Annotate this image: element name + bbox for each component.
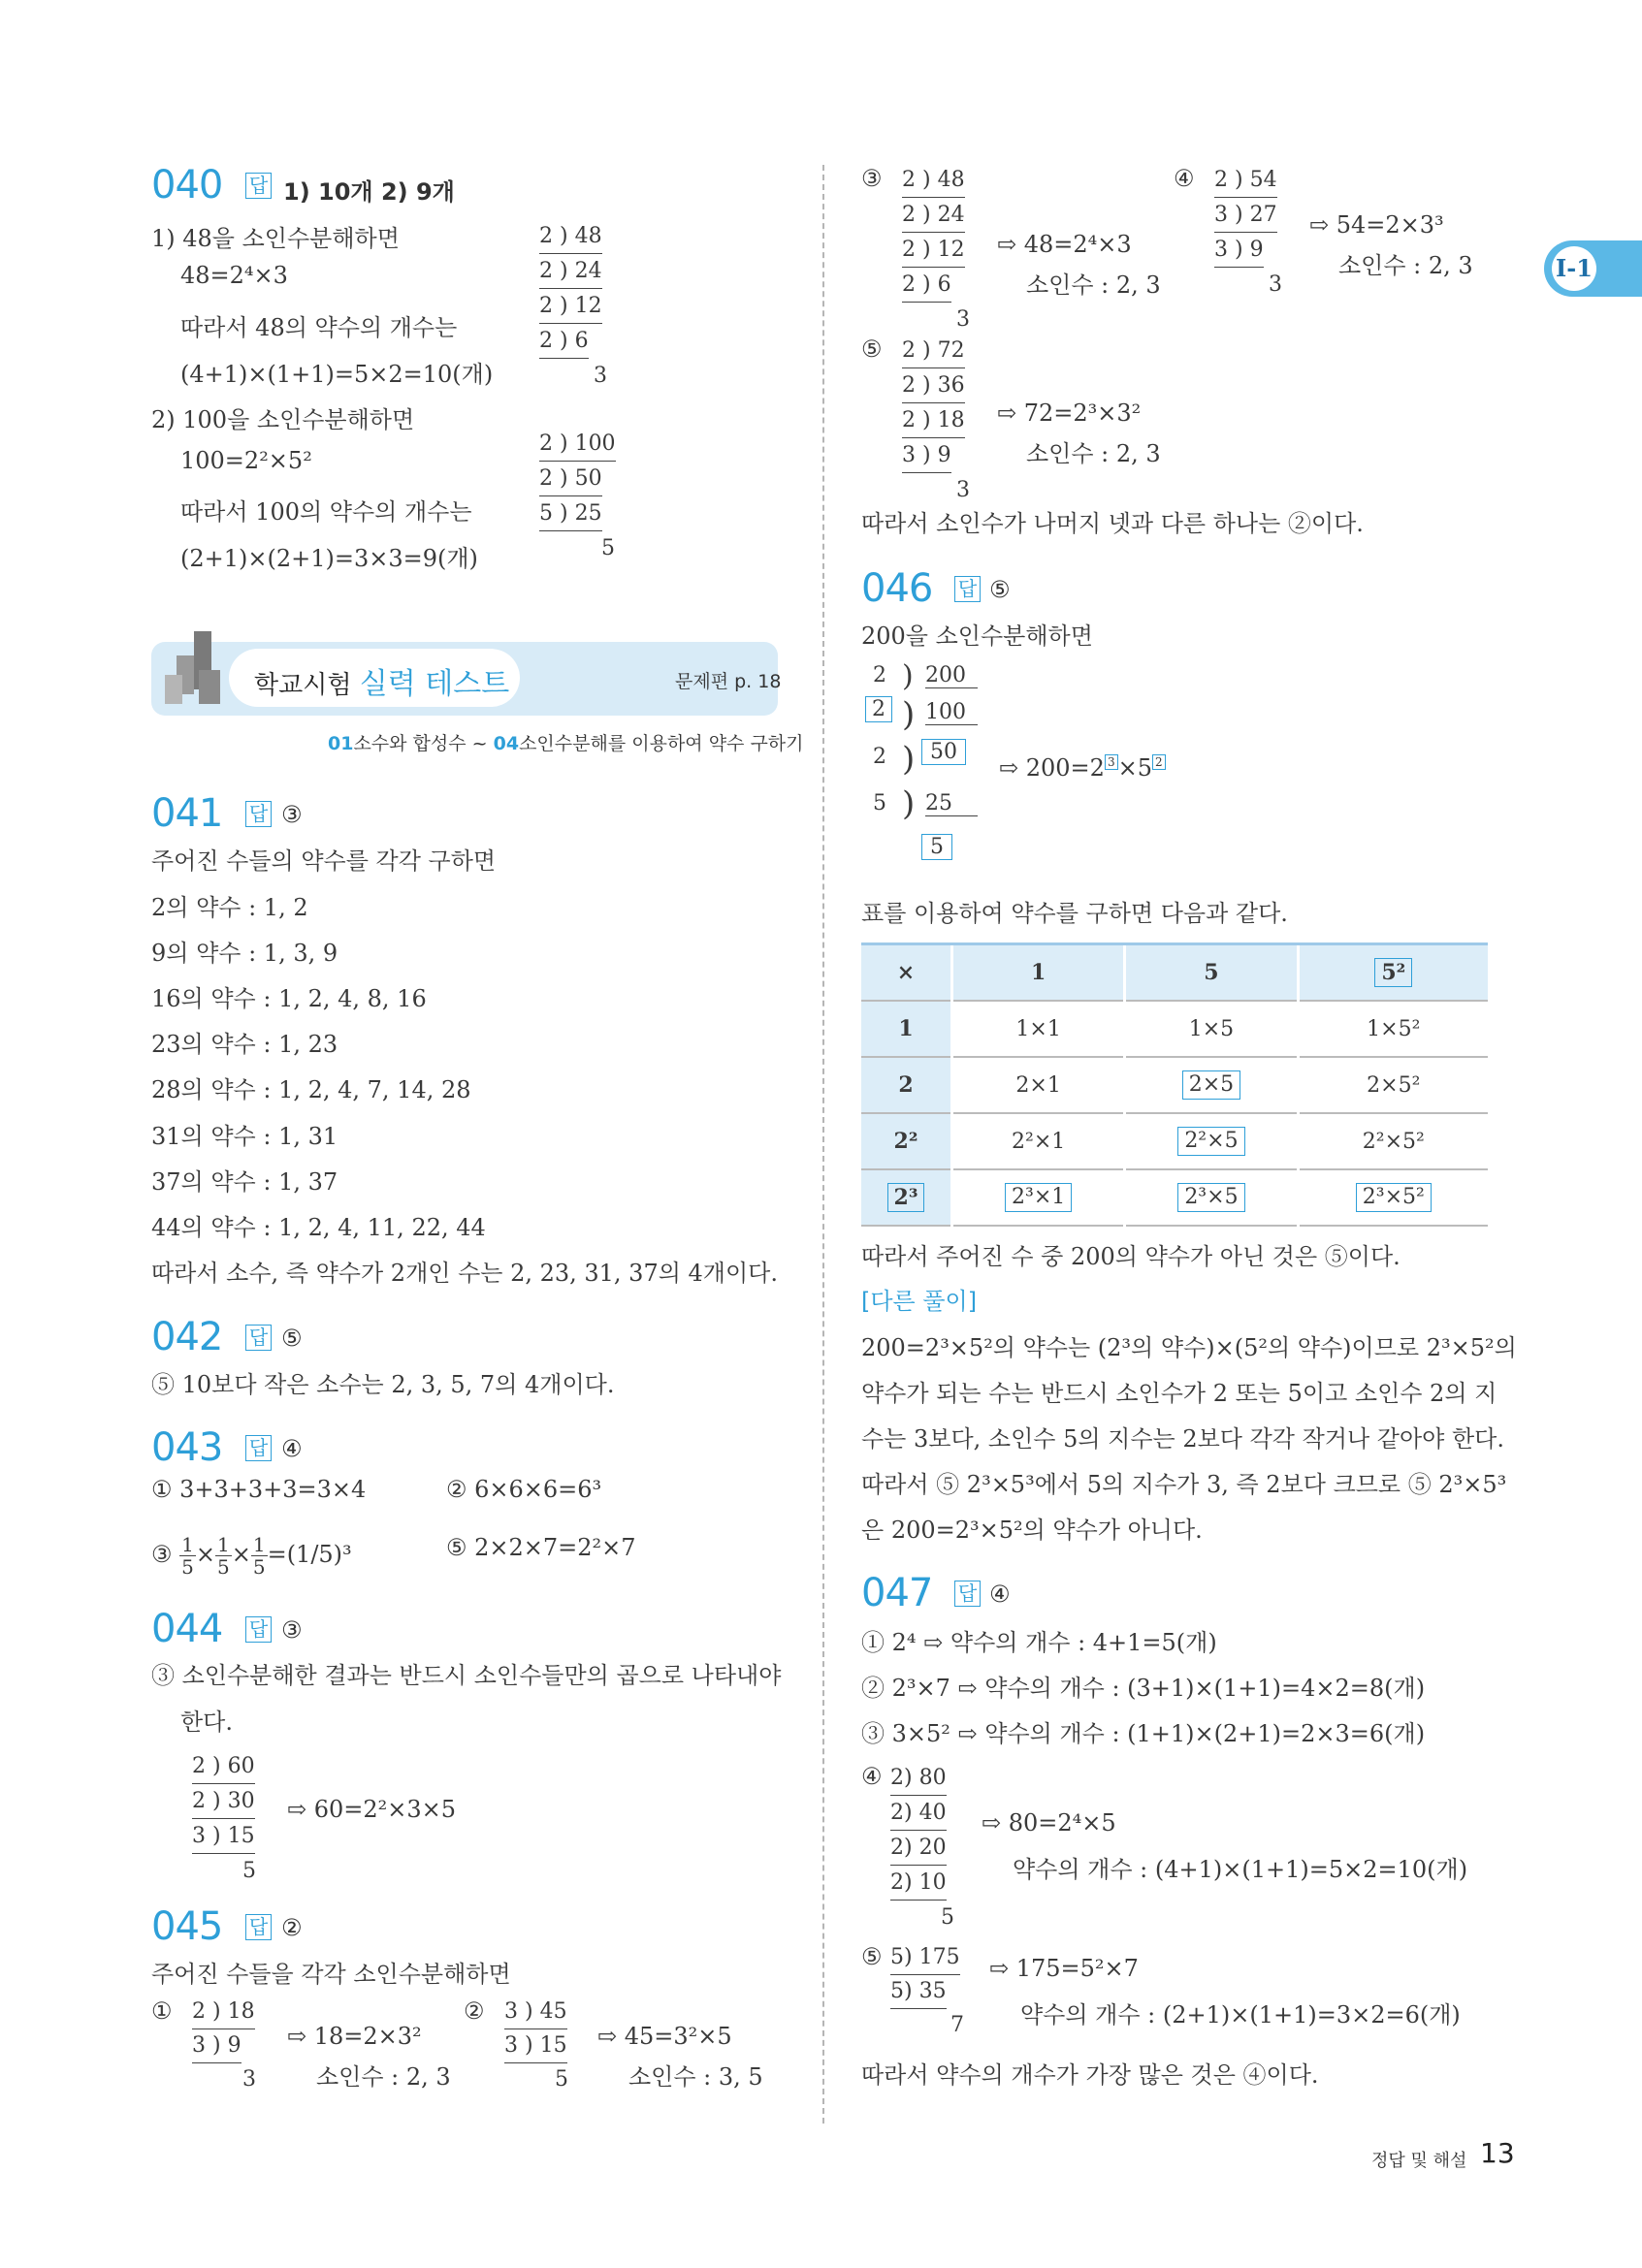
solution-line: 200을 소인수분해하면 xyxy=(861,623,1093,650)
answer-mark: 답 xyxy=(245,1325,272,1351)
table-cell: 2×1 xyxy=(952,1057,1125,1113)
answer-mark: 답 xyxy=(245,1914,272,1940)
equation: 48=2⁴×3 xyxy=(180,262,288,289)
section-subtitle: 01소수와 합성수 ~ 04소인수분해를 이용하여 약수 구하기 xyxy=(328,733,804,754)
case-mark: ④ xyxy=(1174,165,1195,192)
result: ⇨ 54=2×3³ xyxy=(1309,211,1444,239)
alternate-solution-line: 은 200=2³×5²의 약수가 아니다. xyxy=(861,1517,1203,1544)
prime-factors: 소인수 : 2, 3 xyxy=(316,2063,451,2091)
solution-line: 1) 48을 소인수분해하면 xyxy=(151,225,400,252)
solution-line: 표를 이용하여 약수를 구하면 다음과 같다. xyxy=(861,900,1288,927)
textbook-reference: 문제편 p. 18 xyxy=(675,671,782,692)
divisor-list: 37의 약수 : 1, 37 xyxy=(151,1168,338,1196)
prime-factors: 소인수 : 2, 3 xyxy=(1026,440,1161,467)
divisor-list: 31의 약수 : 1, 31 xyxy=(151,1123,338,1150)
question-number-044: 044 xyxy=(151,1607,223,1651)
column-divider xyxy=(822,165,824,2124)
alternate-solution-line: 따라서 ⑤ 2³×5³에서 5의 지수가 3, 즉 2보다 크므로 ⑤ 2³×5³ xyxy=(861,1471,1507,1498)
case-mark: ④ xyxy=(861,1763,883,1790)
blank-box: 2 xyxy=(865,696,892,722)
ladder-division: 3 ) 45 3 ) 15 5 xyxy=(504,1996,582,2096)
solution-line: ① 2⁴ ⇨ 약수의 개수 : 4+1=5(개) xyxy=(861,1629,1217,1656)
result: ⇨ 48=2⁴×3 xyxy=(997,231,1132,258)
table-corner: × xyxy=(861,944,952,1002)
answer-text: ④ xyxy=(989,1581,1011,1608)
answer-text: ② xyxy=(281,1914,303,1941)
question-number-045: 045 xyxy=(151,1904,223,1949)
prime-factors: 소인수 : 2, 3 xyxy=(1026,272,1161,299)
ladder-division: 2 ) 72 2 ) 36 2 ) 18 3 ) 9 3 xyxy=(902,334,980,507)
table-header: 1 xyxy=(952,944,1125,1002)
result: ⇨ 60=2²×3×5 xyxy=(287,1796,457,1823)
ladder-division: 2 ) 18 3 ) 9 3 xyxy=(192,1996,270,2096)
answer-mark: 답 xyxy=(954,576,981,602)
table-cell: 2²×5 xyxy=(1125,1113,1298,1169)
ladder-division: 5) 175 5) 35 7 xyxy=(890,1941,968,2042)
solution-line: 주어진 수들의 약수를 각각 구하면 xyxy=(151,847,497,875)
calculation: (4+1)×(1+1)=5×2=10(개) xyxy=(180,361,494,388)
solution-line: ⑤ 10보다 작은 소수는 2, 3, 5, 7의 4개이다. xyxy=(151,1371,615,1398)
solution-line: 한다. xyxy=(180,1709,233,1736)
ladder-division: 2 ) 48 2 ) 24 2 ) 12 2 ) 6 3 xyxy=(539,219,623,393)
divisor-count: 약수의 개수 : (4+1)×(1+1)=5×2=10(개) xyxy=(1013,1856,1468,1883)
ladder-division: 2 ) 48 2 ) 24 2 ) 12 2 ) 6 3 xyxy=(902,163,980,336)
section-title: 학교시험 실력 테스트 xyxy=(254,667,510,701)
question-number-046: 046 xyxy=(861,566,933,611)
solution-line: 따라서 48의 약수의 개수는 xyxy=(180,314,458,341)
divisor-table xyxy=(861,942,1488,1227)
divisor-list: 9의 약수 : 1, 3, 9 xyxy=(151,940,338,967)
table-cell: 1×1 xyxy=(952,1001,1125,1057)
solution-line: ② 2³×7 ⇨ 약수의 개수 : (3+1)×(1+1)=4×2=8(개) xyxy=(861,1675,1426,1702)
case-mark: ③ xyxy=(861,165,883,192)
blank-box: 50 xyxy=(921,739,966,765)
table-header: 5² xyxy=(1298,944,1488,1002)
table-cell: 2³×1 xyxy=(952,1169,1125,1226)
answer-mark: 답 xyxy=(245,173,272,199)
case-mark: ② xyxy=(464,1997,485,2025)
ladder-division: 2 ) 100 2 ) 50 5 ) 25 5 xyxy=(539,427,632,565)
table-cell: 2²×5² xyxy=(1298,1113,1488,1169)
table-cell: 2²×1 xyxy=(952,1113,1125,1169)
case-mark: ⑤ xyxy=(861,335,883,363)
answer-mark: 답 xyxy=(245,801,272,827)
solution-line: 주어진 수들을 각각 소인수분해하면 xyxy=(151,1961,511,1988)
question-number-043: 043 xyxy=(151,1425,223,1470)
answer-mark: 답 xyxy=(245,1435,272,1461)
alternate-solution-title: [다른 풀이] xyxy=(861,1288,978,1315)
prime-factors: 소인수 : 2, 3 xyxy=(1338,252,1473,279)
option-3: ③ $\frac{1}{5}\times 1$ 5× 1 5=(1/5)³ xyxy=(151,1533,352,1579)
answer-text: ③ xyxy=(281,1616,303,1644)
option-5: ⑤ 2×2×7=2²×7 xyxy=(446,1534,636,1561)
conclusion: 따라서 주어진 수 중 200의 약수가 아닌 것은 ⑤이다. xyxy=(861,1243,1401,1270)
row-header: 2² xyxy=(861,1113,952,1169)
divisor-list: 16의 약수 : 1, 2, 4, 8, 16 xyxy=(151,985,427,1012)
option-2: ② 6×6×6=6³ xyxy=(446,1476,602,1503)
calculation: (2+1)×(2+1)=3×3=9(개) xyxy=(180,545,478,572)
solution-line: 따라서 100의 약수의 개수는 xyxy=(180,498,472,526)
divisor-count: 약수의 개수 : (2+1)×(1+1)=3×2=6(개) xyxy=(1020,2001,1461,2028)
answer-text: ⑤ xyxy=(281,1325,303,1352)
divisor-list: 44의 약수 : 1, 2, 4, 11, 22, 44 xyxy=(151,1214,486,1241)
result: ⇨ 200=2 3 ×5 2 xyxy=(999,754,1166,782)
divisor-list: 2의 약수 : 1, 2 xyxy=(151,894,308,921)
alternate-solution-line: 약수가 되는 수는 반드시 소인수가 2 또는 5이고 소인수 2의 지 xyxy=(861,1380,1497,1407)
table-header: 5 xyxy=(1125,944,1298,1002)
option-1: ① 3+3+3+3=3×4 xyxy=(151,1476,367,1503)
answer-mark: 답 xyxy=(245,1616,272,1643)
cube-icon xyxy=(155,626,233,714)
table-cell: 1×5 xyxy=(1125,1001,1298,1057)
question-number-042: 042 xyxy=(151,1315,223,1359)
page-number: 13 xyxy=(1480,2137,1515,2169)
divisor-list: 23의 약수 : 1, 23 xyxy=(151,1031,338,1058)
chapter-tab-label: I-1 xyxy=(1552,246,1596,291)
case-mark: ⑤ xyxy=(861,1943,883,1970)
divisor-list: 28의 약수 : 1, 2, 4, 7, 14, 28 xyxy=(151,1076,471,1103)
result: ⇨ 80=2⁴×5 xyxy=(982,1809,1116,1837)
solution-line: 2) 100을 소인수분해하면 xyxy=(151,406,415,433)
table-cell: 2³×5² xyxy=(1298,1169,1488,1226)
table-cell: 2³×5 xyxy=(1125,1169,1298,1226)
table-cell: 1×5² xyxy=(1298,1001,1488,1057)
ladder-division: 2 ) 54 3 ) 27 3 ) 9 3 xyxy=(1214,163,1292,302)
answer-text: 1) 10개 2) 9개 xyxy=(283,178,455,206)
answer-text: ⑤ xyxy=(989,576,1011,603)
question-number-041: 041 xyxy=(151,791,223,836)
ladder-division: 2 ) 60 2 ) 30 3 ) 15 5 xyxy=(192,1749,270,1888)
equation: 100=2²×5² xyxy=(180,447,312,474)
table-cell: 2×5 xyxy=(1125,1057,1298,1113)
question-number-047: 047 xyxy=(861,1571,933,1615)
row-header: 1 xyxy=(861,1001,952,1057)
answer-text: ③ xyxy=(281,801,303,828)
table-cell: 2×5² xyxy=(1298,1057,1488,1113)
answer-mark: 답 xyxy=(954,1581,981,1607)
footer-label: 정답 및 해설 xyxy=(1371,2151,1467,2171)
conclusion: 따라서 소수, 즉 약수가 2개인 수는 2, 23, 31, 37의 4개이다. xyxy=(151,1260,778,1287)
result: ⇨ 45=3²×5 xyxy=(597,2023,732,2050)
conclusion: 따라서 약수의 개수가 가장 많은 것은 ④이다. xyxy=(861,2061,1319,2089)
conclusion: 따라서 소인수가 나머지 넷과 다른 하나는 ②이다. xyxy=(861,510,1364,537)
blank-box: 5 xyxy=(921,834,952,860)
result: ⇨ 175=5²×7 xyxy=(989,1955,1139,1982)
row-header: 2³ xyxy=(861,1169,952,1226)
alternate-solution-line: 수는 3보다, 소인수 5의 지수는 2보다 각각 작거나 같아야 한다. xyxy=(861,1425,1504,1453)
prime-factors: 소인수 : 3, 5 xyxy=(628,2063,763,2091)
case-mark: ① xyxy=(151,1997,173,2025)
solution-line: ③ 3×5² ⇨ 약수의 개수 : (1+1)×(2+1)=2×3=6(개) xyxy=(861,1720,1426,1747)
question-number-040: 040 xyxy=(151,163,223,208)
row-header: 2 xyxy=(861,1057,952,1113)
ladder-division: 2) 80 2) 40 2) 20 2) 10 5 xyxy=(890,1761,962,1934)
result: ⇨ 72=2³×3² xyxy=(997,399,1142,427)
answer-text: ④ xyxy=(281,1435,303,1462)
solution-line: ③ 소인수분해한 결과는 반드시 소인수들만의 곱으로 나타내야 xyxy=(151,1662,782,1689)
alternate-solution-line: 200=2³×5²의 약수는 (2³의 약수)×(5²의 약수)이므로 2³×5²의 xyxy=(861,1334,1517,1361)
result: ⇨ 18=2×3² xyxy=(287,2023,422,2050)
